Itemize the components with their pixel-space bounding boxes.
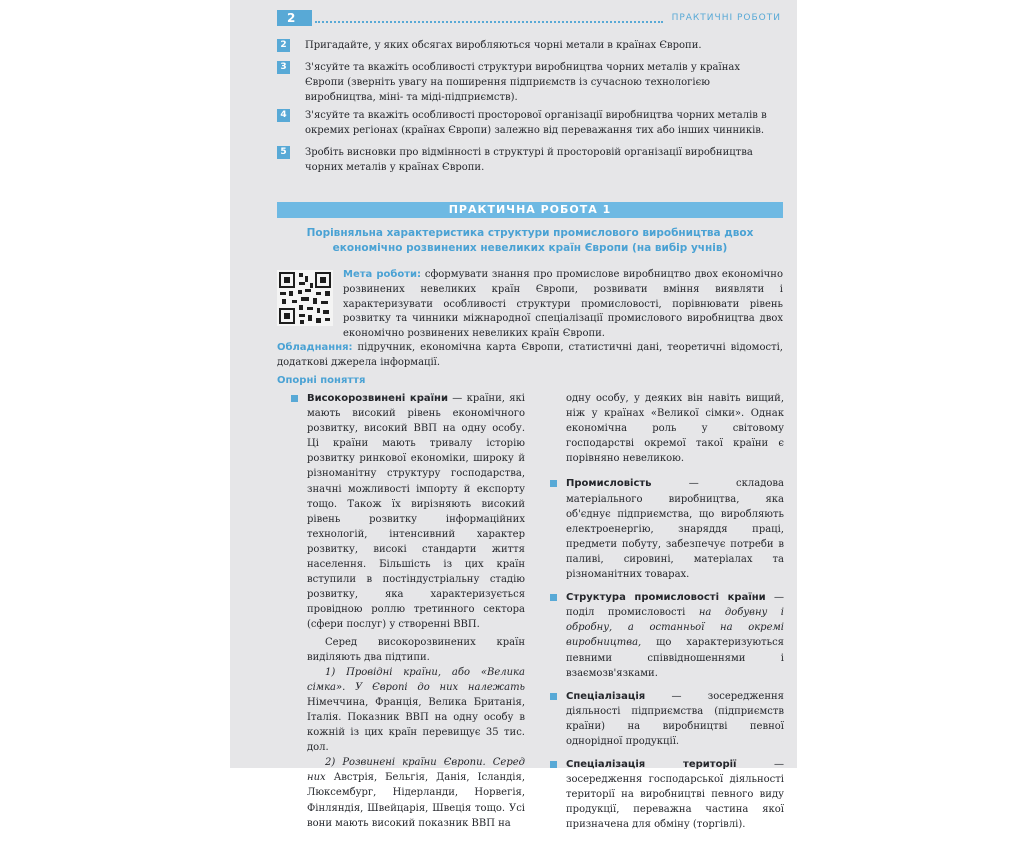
equipment-label: Обладнання:	[277, 342, 353, 353]
term-name: Структура промисловості країни	[566, 592, 766, 604]
paragraph	[307, 665, 525, 756]
step-text: З'ясуйте та вкажіть особливості просторової організації виробництва чорних металів в окремих регіонах (країнах Європи) залежно від переважання тих або інших чинників.	[305, 110, 767, 136]
qr-code-icon	[277, 270, 333, 326]
step-item	[277, 108, 782, 138]
term-industry-structure	[566, 590, 784, 681]
page-number: 2	[277, 10, 312, 26]
right-column	[566, 391, 784, 841]
concepts-heading: Опорні поняття	[277, 375, 366, 386]
page-header	[277, 10, 783, 28]
step-text: З'ясуйте та вкажіть особливості структури виробництва чорних металів у країнах Європи (зверніть увагу на поширення підприємств із сучасною технологією виробництва, міні- та міді-підприємств).	[305, 62, 740, 103]
term-name: Спеціалізація території	[566, 759, 737, 771]
step-number: 3	[277, 61, 290, 74]
step-item	[277, 38, 782, 54]
term-definition: — поділ промисловості	[566, 592, 784, 619]
step-text: Зробіть висновки про відмінності в структурі й просторовій організації виробництва чорних металів у країнах Європи.	[305, 147, 753, 173]
term-definition: — складова матеріального виробництва, яка об'єднує підприємства, що виробляють електроенергію, знаряддя праці, предмети побуту, забезпечує потреби в паливі, сировині, матеріалах та різноманітних товарах.	[566, 478, 784, 581]
term-name: Спеціалізація	[566, 690, 646, 702]
step-item	[277, 60, 782, 105]
subtype-italic: 2) Розвинені країни Європи. Серед них	[307, 757, 525, 784]
step-text: Пригадайте, у яких обсягах виробляються чорні метали в країнах Європи.	[305, 40, 702, 51]
goal-label: Мета роботи:	[343, 269, 422, 280]
subtype-text: Німеччина, Франція, Велика Британія, Італія. Показник ВВП на одну особу в кожній із цих країн перевищує 35 тис. дол.	[307, 696, 525, 754]
term-italic: на добувну і обробну, а останньої на окремі виробництва,	[566, 607, 785, 649]
goal-text: сформувати знання про промислове виробництво двох економічно розвинених невеликих країн Європи, розвивати вміння виявляти і характеризувати особливості структури промисловості, порівнювати рівень розвитку та чинники міжнародної спеціалізації промислового виробництва двох економічно розвинених невеликих країн Європи.	[343, 269, 783, 340]
paragraph: Серед високорозвинених країн виділяють два підтипи.	[307, 636, 525, 663]
square-bullet-icon	[550, 693, 557, 700]
header-dotted-rule	[315, 21, 663, 23]
term-specialization	[566, 689, 784, 749]
step-number: 2	[277, 39, 290, 52]
term-territory-specialization	[566, 757, 784, 832]
term-definition: — зосередження діяльності підприємства (підприємств країни) на виробництві певної однорідної продукції.	[566, 690, 784, 747]
term-industry	[566, 476, 784, 582]
step-number: 5	[277, 146, 290, 159]
equipment-text: підручник, економічна карта Європи, статистичні дані, теоретичні відомості, додаткові джерела інформації.	[277, 342, 783, 368]
practical-work-band: ПРАКТИЧНА РОБОТА 1	[277, 202, 783, 218]
square-bullet-icon	[550, 480, 557, 487]
step-number: 4	[277, 109, 290, 122]
term-definition: — зосередження господарської діяльності території на виробництві певного виду продукції, переважна частина якої призначена для обміну (торгівлі).	[566, 759, 784, 831]
term-definition: — країни, які мають високий рівень економічного розвитку, високий ВВП на одну особу. Ці країни мають тривалу історію розвитку ринкової економіки, широку й різноманітну структуру господарства, значні можливості імпорту й експорту тощо. Також їх вирізняють високий рівень розвитку інформаційних технологій, інтенсивний характер розвитку, високі стандарти життя населення. Більшість із цих країн вступили в постіндустріальну стадію розвитку, яка характеризується провідною роллю третинного сектора (сфери послуг) у створенні ВВП.	[307, 393, 525, 631]
paragraph	[307, 755, 525, 830]
subtype-italic: 1) Провідні країни, або «Велика сімка». У Європі до них належать	[307, 666, 525, 693]
square-bullet-icon	[550, 594, 557, 601]
section-title: ПРАКТИЧНІ РОБОТИ	[671, 13, 781, 23]
practical-work-title: Порівняльна характеристика структури промислового виробництва двох економічно розвинених невеликих країн Європи (на вибір учнів)	[306, 227, 754, 254]
term-name: Промисловість	[566, 478, 652, 490]
square-bullet-icon	[550, 761, 557, 768]
term-name: Високорозвинені країни	[307, 393, 448, 404]
goal-paragraph	[343, 268, 783, 342]
term-definition: що характеризуються певними співвідношеннями і взаємозв'язками.	[566, 637, 784, 679]
left-column	[307, 391, 525, 831]
term-developed-countries	[307, 391, 525, 633]
step-item	[277, 145, 782, 175]
subtype-text: Австрія, Бельгія, Данія, Ісландія, Люксембург, Нідерланди, Норвегія, Фінляндія, Швейцарія, Швеція тощо. Усі вони мають високий показник ВВП на	[307, 772, 525, 829]
square-bullet-icon	[291, 395, 298, 402]
equipment-paragraph	[277, 341, 783, 371]
continued-paragraph: одну особу, у деяких він навіть вищий, ніж у країнах «Великої сімки». Однак економічна роль у світовому господарстві окремої такої країни є порівняно невеликою.	[566, 393, 784, 465]
